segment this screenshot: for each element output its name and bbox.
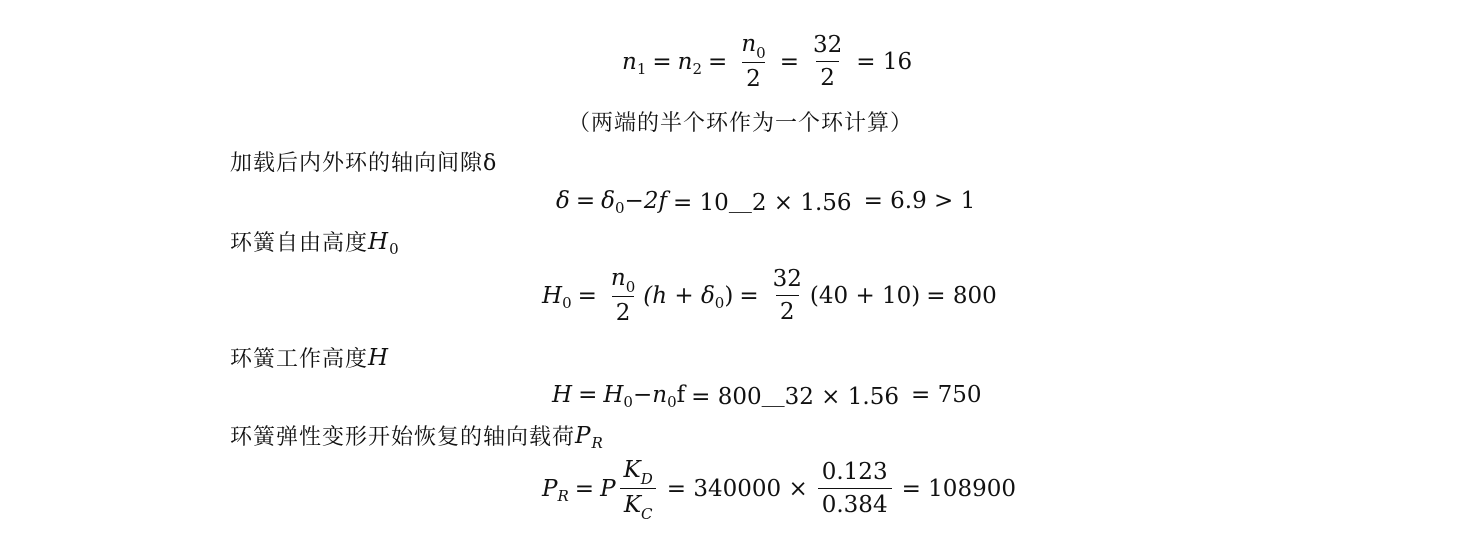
var-H: H (368, 228, 390, 255)
sub-0: 0 (623, 392, 633, 411)
fraction-32-over-2 (769, 265, 806, 326)
frac-numerator: n (610, 265, 626, 291)
fraction-0123-over-0384 (818, 458, 892, 519)
equals-sign: = (739, 282, 759, 309)
label-text: 环簧工作高度 (230, 347, 369, 372)
frac-denominator: 2 (612, 296, 635, 327)
var-delta0: δ (601, 187, 615, 214)
frac-numerator: K (623, 457, 641, 483)
term-2f: −2f (624, 187, 667, 214)
label-working-height (230, 342, 389, 373)
result: = 800 (926, 282, 997, 309)
frac-denominator: 2 (742, 62, 765, 93)
var-P: P (600, 475, 616, 502)
var-P: P (575, 422, 592, 449)
frac-denominator: 2 (816, 61, 839, 92)
sub-C: C (641, 505, 653, 523)
frac-denominator: 0.384 (818, 488, 892, 519)
result: = 750 (910, 381, 982, 408)
calculation: (40 + 10) (809, 282, 921, 309)
frac-numerator: 32 (772, 266, 802, 292)
equation-n1-n2 (622, 30, 918, 93)
label-axial-load (230, 420, 604, 451)
sub-0: 0 (714, 293, 725, 312)
sub-0: 0 (615, 198, 625, 217)
fraction-n0-over-2 (607, 264, 639, 327)
equation-H0 (542, 264, 1003, 327)
var-P: P (542, 475, 558, 502)
fraction-n0-over-2 (737, 30, 769, 93)
label-text: 环簧自由高度 (230, 231, 369, 256)
sub-R: R (591, 433, 604, 452)
equals-sign: = (574, 475, 595, 502)
label-free-height (230, 226, 400, 257)
frac-numerator: 0.123 (821, 459, 888, 485)
sub-0: 0 (756, 44, 766, 62)
sub-0: 0 (389, 239, 400, 258)
var-n0: n (652, 381, 668, 408)
result: = 108900 (901, 475, 1016, 502)
equals-sign: = (575, 187, 596, 214)
var-delta: δ (556, 187, 570, 214)
paren-expression: (h + δ (643, 282, 715, 309)
var-H: H (552, 381, 573, 408)
var-f: f (676, 381, 686, 408)
equation-PR (542, 456, 1022, 521)
note-half-rings: （两端的半个环作为一个环计算） (568, 111, 914, 136)
sub-0: 0 (625, 278, 636, 296)
frac-numerator: n (741, 31, 757, 57)
fraction-KD-over-KC (620, 456, 657, 521)
calculation: = 10＿2 × 1.56 (672, 190, 852, 216)
equals-sign: = (578, 381, 598, 408)
var-H: H (542, 282, 563, 309)
calculation: = 800＿32 × 1.56 (691, 384, 899, 410)
sub-0: 0 (562, 293, 572, 312)
sub-1: 1 (636, 59, 647, 78)
var-n1: n (622, 48, 637, 75)
frac-denominator: K (623, 492, 641, 518)
sub-D: D (640, 470, 653, 488)
label-text: 环簧弹性变形开始恢复的轴向载荷 (230, 425, 576, 450)
equals-sign: = (652, 48, 672, 75)
equals-sign: = 340000 × (666, 475, 808, 502)
frac-numerator: 32 (812, 32, 843, 58)
equals-sign: = (708, 48, 728, 75)
equals-sign: = (577, 282, 597, 309)
minus-sign: − (632, 381, 653, 408)
label-axial-gap: 加载后内外环的轴向间隙δ (230, 151, 498, 176)
sub-2: 2 (692, 59, 703, 78)
paren-close: ) (724, 282, 734, 309)
sub-R: R (557, 486, 569, 505)
equation-delta (556, 184, 981, 217)
var-H: H (368, 344, 390, 371)
var-H0: H (603, 381, 624, 408)
equals-sign: = (779, 48, 799, 75)
frac-denominator: 2 (776, 295, 799, 326)
result: = 6.9 > 1 (863, 187, 976, 214)
equation-H (552, 378, 987, 411)
fraction-32-over-2 (809, 31, 846, 92)
result: = 16 (856, 48, 913, 75)
sub-0: 0 (667, 392, 677, 411)
var-n2: n (677, 48, 693, 75)
